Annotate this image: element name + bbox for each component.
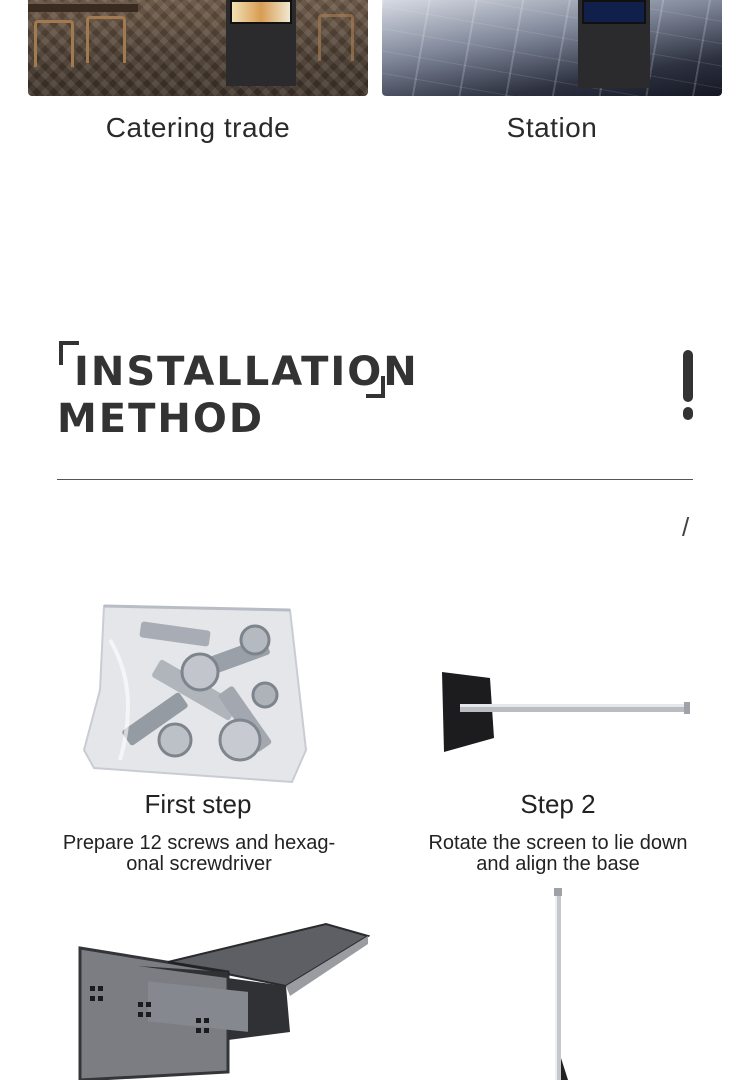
application-caption-catering: Catering trade [105, 112, 291, 143]
screw-bag-illustration [80, 600, 310, 785]
station-kiosk-photo [382, 0, 722, 96]
table-graphic [28, 4, 138, 12]
section-divider [57, 479, 693, 480]
step1-desc-line2: onal screwdriver [126, 853, 272, 875]
restaurant-kiosk-photo [28, 0, 368, 96]
step2-title: Step 2 [520, 789, 596, 819]
step1-description [24, 833, 374, 875]
step2-desc-line2: and align the base [476, 853, 640, 875]
base-alignment-illustration [78, 922, 370, 1080]
screen-lying-illustration [440, 668, 692, 756]
step1-desc-line1: Prepare 12 screws and hexag- [62, 832, 336, 854]
slash-mark: / [682, 512, 690, 542]
chair-graphic [318, 14, 354, 61]
chair-graphic [86, 16, 126, 63]
section-title-line1: INSTALLATION [74, 349, 419, 395]
kiosk-graphic [226, 0, 296, 86]
exclamation-icon [683, 350, 693, 402]
upright-screen-illustration [548, 888, 572, 1080]
step1-title: First step [144, 789, 252, 819]
bracket-close-icon [366, 376, 385, 398]
step2-desc-line1: Rotate the screen to lie down [428, 832, 688, 854]
exclamation-dot-icon [683, 407, 693, 420]
chair-graphic [34, 20, 74, 67]
section-title-line2: METHOD [57, 396, 265, 442]
kiosk-menu-screen [230, 0, 292, 24]
application-caption-station: Station [506, 112, 598, 143]
kiosk-info-screen [582, 0, 646, 24]
kiosk-graphic [578, 0, 650, 88]
step2-description [383, 833, 733, 875]
